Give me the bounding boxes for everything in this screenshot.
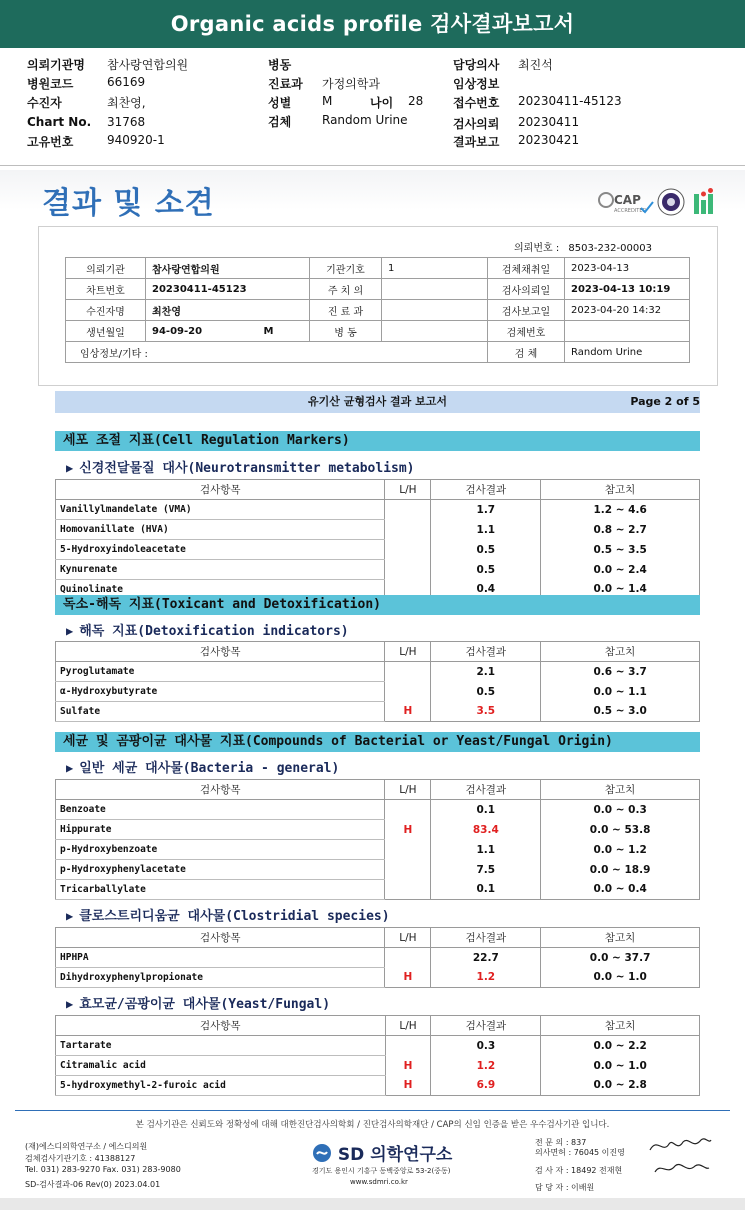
result-reference: 1.2 ~ 4.6 — [541, 500, 700, 520]
header-label: 접수번호 — [453, 96, 500, 110]
results-table — [55, 927, 700, 988]
patient-label: 차트번호 — [66, 279, 146, 300]
col-header-lh: L/H — [385, 928, 431, 948]
col-header-item: 검사항목 — [56, 480, 385, 500]
footer-divider — [15, 1110, 730, 1111]
result-name: Hippurate — [56, 820, 385, 840]
result-reference: 0.0 ~ 2.2 — [541, 1036, 700, 1056]
result-row — [56, 682, 700, 702]
result-value: 0.5 — [431, 682, 541, 702]
section-title: 세포 조절 지표(Cell Regulation Markers) — [55, 431, 700, 451]
result-value: 3.5 — [431, 702, 541, 722]
result-row — [56, 662, 700, 682]
request-number-label: 의뢰번호 : — [514, 243, 560, 254]
col-header-ref: 참고치 — [541, 642, 700, 662]
result-row — [56, 1036, 700, 1056]
header-label: 병동 — [268, 58, 292, 72]
patient-value — [146, 321, 310, 342]
footer-right-line: 전 문 의 : 837 — [535, 1138, 587, 1147]
footer-right-line: 담 당 자 : 이배원 — [535, 1183, 595, 1192]
result-row — [56, 520, 700, 540]
header-label: Chart No. — [27, 115, 92, 129]
patient-label: 기관기호 — [310, 258, 382, 279]
patient-label: 검체채취일 — [488, 258, 565, 279]
col-header-item: 검사항목 — [56, 642, 385, 662]
col-header-lh: L/H — [385, 780, 431, 800]
header-label: 고유번호 — [27, 135, 74, 149]
footer-left-line: SD-검사결과-06 Rev(0) 2023.04.01 — [25, 1180, 161, 1189]
group-subtitle-text: 클로스트리디움균 대사물(Clostridial species) — [79, 909, 390, 924]
result-row — [56, 840, 700, 860]
result-row — [56, 968, 700, 988]
group-subtitle-text: 신경전달물질 대사(Neurotransmitter metabolism) — [79, 461, 415, 476]
col-header-lh: L/H — [385, 480, 431, 500]
group-subtitle-text: 효모균/곰팡이균 대사물(Yeast/Fungal) — [79, 997, 331, 1012]
results-header-row — [56, 928, 700, 948]
seal-logo — [657, 188, 685, 220]
result-value: 0.1 — [431, 800, 541, 820]
patient-label: 주 치 의 — [310, 279, 382, 300]
triangle-icon: ▶ — [66, 909, 74, 923]
patient-label: 검체번호 — [488, 321, 565, 342]
group-subtitle — [66, 993, 330, 1012]
result-reference: 0.0 ~ 1.2 — [541, 840, 700, 860]
patient-label: 의뢰기관 — [66, 258, 146, 279]
col-header-result: 검사결과 — [431, 780, 541, 800]
footer-url: www.sdmri.co.kr — [350, 1178, 408, 1186]
result-reference: 0.5 ~ 3.0 — [541, 702, 700, 722]
col-header-ref: 참고치 — [541, 780, 700, 800]
header-divider — [0, 165, 745, 166]
result-flag — [385, 682, 431, 702]
result-name: 5-Hydroxyindoleacetate — [56, 540, 385, 560]
header-label: 병원코드 — [27, 77, 74, 91]
patient-label: 생년월일 — [66, 321, 146, 342]
result-value: 1.1 — [431, 840, 541, 860]
cap-logo-text: CAP — [614, 193, 641, 207]
col-header-result: 검사결과 — [431, 642, 541, 662]
results-table — [55, 641, 700, 722]
cap-logo-icon — [597, 188, 655, 216]
col-header-ref: 참고치 — [541, 928, 700, 948]
group-subtitle-text: 해독 지표(Detoxification indicators) — [79, 624, 349, 639]
result-value: 1.2 — [431, 1056, 541, 1076]
result-value: 0.5 — [431, 540, 541, 560]
result-name: HPHPA — [56, 948, 385, 968]
col-header-ref: 참고치 — [541, 1016, 700, 1036]
section-title: 세균 및 곰팡이균 대사물 지표(Compounds of Bacterial or Yeast/Fungal Origin) — [55, 732, 700, 752]
result-flag — [385, 540, 431, 560]
result-name: Vanillylmandelate (VMA) — [56, 500, 385, 520]
results-table — [55, 1015, 700, 1096]
result-flag: H — [385, 1056, 431, 1076]
result-name: Kynurenate — [56, 560, 385, 580]
result-name: 5-hydroxymethyl-2-furoic acid — [56, 1076, 386, 1096]
result-value: 0.5 — [431, 560, 541, 580]
patient-row — [66, 300, 690, 321]
result-reference: 0.0 ~ 1.0 — [541, 1056, 700, 1076]
patient-label: 수진자명 — [66, 300, 146, 321]
result-reference: 0.0 ~ 53.8 — [541, 820, 700, 840]
result-name: Pyroglutamate — [56, 662, 385, 682]
result-value: 0.1 — [431, 880, 541, 900]
clinical-info: 임상정보/기타 : — [66, 342, 488, 363]
request-number — [514, 239, 652, 254]
request-number-value: 8503-232-00003 — [568, 243, 652, 254]
result-row — [56, 860, 700, 880]
patient-row — [66, 279, 690, 300]
col-header-item: 검사항목 — [56, 928, 385, 948]
group-subtitle — [66, 457, 415, 476]
header-value: 20230411 — [518, 115, 580, 129]
patient-value: 2023-04-13 — [565, 258, 690, 279]
col-header-lh: L/H — [385, 1016, 431, 1036]
col-header-result: 검사결과 — [431, 1016, 541, 1036]
patient-label: 진 료 과 — [310, 300, 382, 321]
report-heading: 결과 및 소견 — [42, 186, 215, 221]
header-label: 검체 — [268, 115, 292, 129]
result-name: Citramalic acid — [56, 1056, 386, 1076]
result-value: 83.4 — [431, 820, 541, 840]
col-header-result: 검사결과 — [431, 928, 541, 948]
result-flag — [385, 1036, 431, 1056]
result-name: Quinolinate — [56, 580, 385, 600]
patient-value — [565, 321, 690, 342]
footer-left-line: Tel. 031) 283-9270 Fax. 031) 283-9080 — [25, 1165, 181, 1174]
sd-logo-icon — [312, 1143, 332, 1163]
footer-right-line: 검 사 자 : 18492 전재현 — [535, 1166, 623, 1175]
header-value: 20230411-45123 — [518, 94, 622, 108]
patient-label: 검 체 — [488, 342, 565, 363]
patient-row — [66, 321, 690, 342]
result-row — [56, 880, 700, 900]
patient-label: 검사보고일 — [488, 300, 565, 321]
group-subtitle — [66, 905, 390, 924]
result-flag — [385, 800, 431, 820]
result-flag: H — [385, 702, 431, 722]
birthdate: 94-09-20 — [152, 325, 203, 337]
result-name: p-Hydroxyphenylacetate — [56, 860, 385, 880]
seal-icon — [657, 188, 685, 216]
section-title: 독소-해독 지표(Toxicant and Detoxification) — [55, 595, 700, 615]
triangle-icon: ▶ — [66, 461, 74, 475]
header-value: 참사랑연합의원 — [107, 58, 189, 72]
footer-address: 경기도 용인시 기흥구 동백중앙로 53-2(중동) — [312, 1167, 451, 1175]
result-flag: H — [385, 1076, 431, 1096]
results-header-row — [56, 780, 700, 800]
result-flag: H — [385, 820, 431, 840]
signature-graphic — [645, 1132, 715, 1182]
patient-value: Random Urine — [565, 342, 690, 363]
footer-left-line: 검체검사기관기호 : 41388127 — [25, 1154, 136, 1163]
header-value: Random Urine — [322, 113, 408, 127]
page-indicator: Page 2 of 5 — [630, 395, 700, 408]
lab-logo-icon — [692, 188, 718, 216]
header-label: 담당의사 — [453, 58, 500, 72]
result-flag — [385, 520, 431, 540]
result-value: 22.7 — [431, 948, 541, 968]
result-value: 1.2 — [431, 968, 541, 988]
patient-value: 1 — [382, 258, 488, 279]
result-name: Tartarate — [56, 1036, 386, 1056]
result-reference: 0.5 ~ 3.5 — [541, 540, 700, 560]
result-value: 0.3 — [431, 1036, 541, 1056]
result-reference: 0.6 ~ 3.7 — [541, 662, 700, 682]
result-reference: 0.8 ~ 2.7 — [541, 520, 700, 540]
patient-value: 최찬영 — [146, 300, 310, 321]
results-table — [55, 779, 700, 900]
result-flag — [385, 500, 431, 520]
header-value: 940920-1 — [107, 133, 165, 147]
result-value: 2.1 — [431, 662, 541, 682]
result-reference: 0.0 ~ 1.0 — [541, 968, 700, 988]
result-name: Sulfate — [56, 702, 385, 722]
col-header-item: 검사항목 — [56, 780, 385, 800]
result-flag — [385, 560, 431, 580]
patient-row — [66, 342, 690, 363]
result-reference: 0.0 ~ 37.7 — [541, 948, 700, 968]
result-flag — [385, 662, 431, 682]
result-flag — [385, 948, 431, 968]
header-info — [0, 56, 745, 166]
result-value: 6.9 — [431, 1076, 541, 1096]
patient-value: 2023-04-20 14:32 — [565, 300, 690, 321]
cap-logo — [597, 188, 655, 220]
header-value: 가정의학과 — [322, 77, 380, 91]
result-reference: 0.0 ~ 2.4 — [541, 560, 700, 580]
triangle-icon: ▶ — [66, 761, 74, 775]
result-name: Tricarballylate — [56, 880, 385, 900]
header-value: 28 — [408, 94, 424, 108]
patient-table — [65, 257, 690, 363]
footer-left-line: (재)에스디의학연구소 / 에스디의원 — [25, 1142, 148, 1151]
result-reference: 0.0 ~ 0.4 — [541, 880, 700, 900]
header-value: 66169 — [107, 75, 146, 89]
lab-logo — [692, 188, 718, 220]
result-row — [56, 500, 700, 520]
result-row — [56, 540, 700, 560]
sd-brand-name: SD 의학연구소 — [337, 1145, 453, 1165]
result-row — [56, 948, 700, 968]
patient-label: 검사의뢰일 — [488, 279, 565, 300]
header-value: M — [322, 94, 333, 108]
header-label: 나이 — [370, 96, 394, 110]
result-reference: 0.0 ~ 1.4 — [541, 580, 700, 600]
result-row — [56, 820, 700, 840]
result-row — [56, 560, 700, 580]
patient-value — [382, 300, 488, 321]
result-row — [56, 702, 700, 722]
header-label: 의뢰기관명 — [27, 58, 85, 72]
result-flag: H — [385, 968, 431, 988]
patient-value: 참사랑연합의원 — [146, 258, 310, 279]
result-name: Dihydroxyphenylpropionate — [56, 968, 385, 988]
header-label: 수진자 — [27, 96, 62, 110]
header-label: 성별 — [268, 96, 292, 110]
group-subtitle-text: 일반 세균 대사물(Bacteria - general) — [79, 761, 340, 776]
bottom-band — [0, 1198, 745, 1210]
header-label: 검사의뢰 — [453, 117, 500, 131]
result-name: Benzoate — [56, 800, 385, 820]
sd-brand — [312, 1140, 452, 1165]
header-value: 20230421 — [518, 133, 580, 147]
report-banner — [55, 391, 700, 413]
group-subtitle — [66, 620, 349, 639]
patient-label: 병 동 — [310, 321, 382, 342]
patient-value — [382, 321, 488, 342]
result-value: 1.1 — [431, 520, 541, 540]
cap-logo-sub: ACCREDITED — [614, 208, 647, 214]
result-reference: 0.0 ~ 2.8 — [541, 1076, 700, 1096]
result-flag — [385, 860, 431, 880]
results-header-row — [56, 642, 700, 662]
result-name: α-Hydroxybutyrate — [56, 682, 385, 702]
result-row — [56, 1076, 700, 1096]
patient-value: 20230411-45123 — [146, 279, 310, 300]
group-subtitle — [66, 757, 339, 776]
result-value: 7.5 — [431, 860, 541, 880]
col-header-result: 검사결과 — [431, 480, 541, 500]
patient-value — [382, 279, 488, 300]
results-header-row — [56, 1016, 700, 1036]
banner-title: 유기산 균형검사 결과 보고서 — [308, 395, 447, 408]
footer-right-line: 의사면허 : 76045 이진영 — [535, 1148, 625, 1157]
header-label: 결과보고 — [453, 135, 500, 149]
result-reference: 0.0 ~ 18.9 — [541, 860, 700, 880]
results-table — [55, 479, 700, 600]
result-value: 1.7 — [431, 500, 541, 520]
result-reference: 0.0 ~ 1.1 — [541, 682, 700, 702]
col-header-item: 검사항목 — [56, 1016, 386, 1036]
col-header-ref: 참고치 — [541, 480, 700, 500]
patient-value: 2023-04-13 10:19 — [565, 279, 690, 300]
report-title-bar — [0, 0, 745, 48]
report-title: Organic acids profile 검사결과보고서 — [170, 12, 575, 36]
triangle-icon: ▶ — [66, 997, 74, 1011]
results-header-row — [56, 480, 700, 500]
result-row — [56, 800, 700, 820]
result-name: p-Hydroxybenzoate — [56, 840, 385, 860]
result-reference: 0.0 ~ 0.3 — [541, 800, 700, 820]
header-value: 최진석 — [518, 58, 553, 72]
triangle-icon: ▶ — [66, 624, 74, 638]
result-flag — [385, 880, 431, 900]
col-header-lh: L/H — [385, 642, 431, 662]
result-value: 0.4 — [431, 580, 541, 600]
result-row — [56, 1056, 700, 1076]
header-label: 진료과 — [268, 77, 303, 91]
header-label: 임상정보 — [453, 77, 500, 91]
patient-row — [66, 258, 690, 279]
result-name: Homovanillate (HVA) — [56, 520, 385, 540]
sex: M — [263, 325, 274, 337]
result-flag — [385, 840, 431, 860]
footer-notice: 본 검사기관은 신뢰도와 정확성에 대해 대한진단검사의학회 / 진단검사의학재단 / CAP의 신임 인증을 받은 우수검사기관 입니다. — [135, 1120, 610, 1130]
header-value: 최찬영, — [107, 96, 146, 110]
header-value: 31768 — [107, 115, 146, 129]
